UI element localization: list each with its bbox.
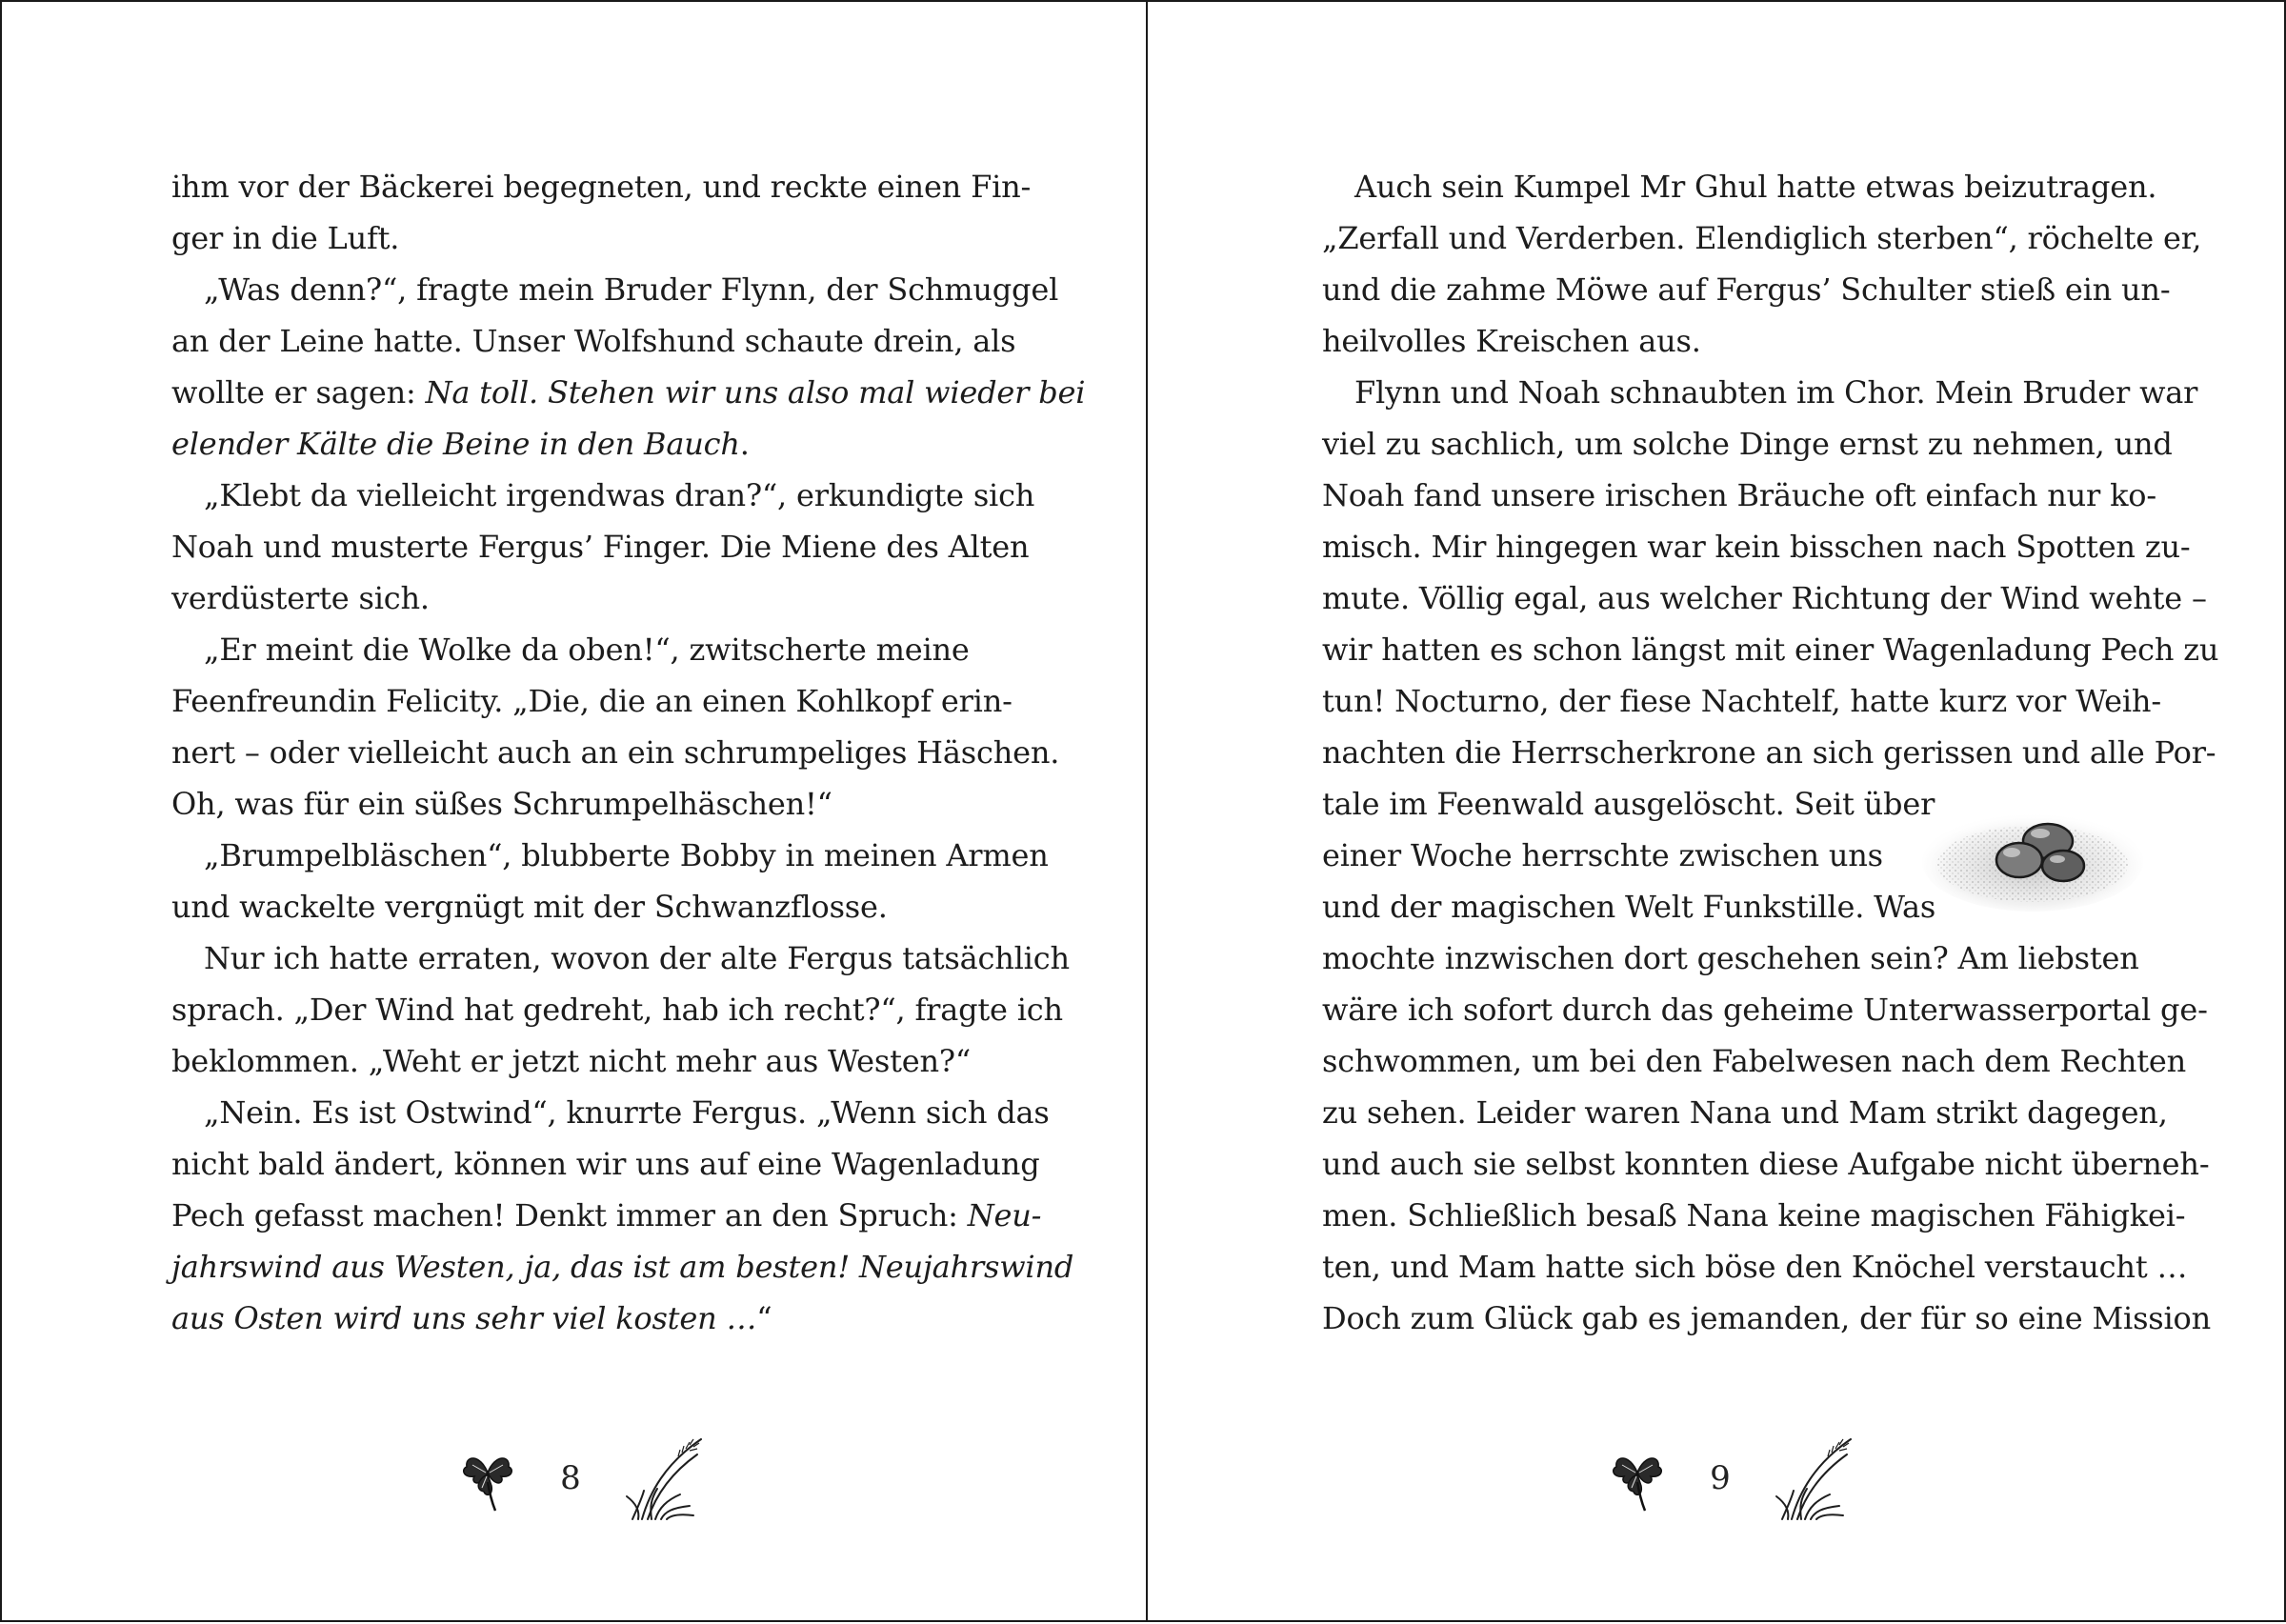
text-run: Auch sein Kumpel Mr Ghul hatte etwas beizutragen. xyxy=(1354,169,2157,205)
text-run: heilvolles Kreischen aus. xyxy=(1322,323,1701,359)
text-line xyxy=(1322,579,2207,617)
text-line xyxy=(1322,271,2171,309)
text-run: men. Schließlich besaß Nana keine magischen Fähigkei- xyxy=(1322,1197,2186,1233)
text-line xyxy=(1322,168,2157,206)
text-line xyxy=(1322,1093,2168,1132)
text-run: nicht bald ändert, können wir uns auf eine Wagenladung xyxy=(171,1146,1040,1182)
text-line xyxy=(1322,425,2173,463)
text-run: und die zahme Möwe auf Fergus’ Schulter stieß ein un- xyxy=(1322,271,2171,308)
text-line xyxy=(1322,939,2139,977)
text-line xyxy=(1322,1196,2186,1234)
text-run: „Klebt da vielleicht irgendwas dran?“, erkundigte sich xyxy=(204,477,1035,513)
text-line xyxy=(171,168,1032,206)
text-line xyxy=(171,991,1063,1029)
text-run: sprach. „Der Wind hat gedreht, hab ich recht?“, fragte ich xyxy=(171,992,1063,1028)
text-line xyxy=(171,1248,1074,1286)
text-line xyxy=(171,476,1035,514)
text-run: Noah und musterte Fergus’ Finger. Die Miene des Alten xyxy=(171,529,1030,565)
text-run: mochte inzwischen dort geschehen sein? Am liebsten xyxy=(1322,940,2139,976)
text-run: nert – oder vielleicht auch an ein schrumpeliges Häschen. xyxy=(171,734,1060,771)
text-line xyxy=(171,939,1070,977)
stones-icon xyxy=(1920,795,2145,919)
text-line xyxy=(171,836,1049,874)
text-line xyxy=(171,1093,1050,1132)
text-run: beklommen. „Weht er jetzt nicht mehr aus Westen?“ xyxy=(171,1043,972,1079)
text-run: „Nein. Es ist Ostwind“, knurrte Fergus. „Wenn sich das xyxy=(204,1094,1050,1131)
text-run: “ xyxy=(756,1300,772,1336)
text-line xyxy=(1322,322,2118,360)
text-line xyxy=(171,1042,972,1080)
italic-run: jahrswind aus Westen, ja, das ist am besten! Neujahrswind xyxy=(171,1249,1074,1285)
text-run: Feenfreundin Felicity. „Die, die an einen Kohlkopf erin- xyxy=(171,683,1013,719)
text-run: viel zu sachlich, um solche Dinge ernst zu nehmen, und xyxy=(1322,426,2173,462)
text-run: Pech gefasst machen! Denkt immer an den Spruch: xyxy=(171,1197,968,1233)
text-line xyxy=(171,1299,968,1337)
text-line xyxy=(171,631,968,669)
clover-icon xyxy=(457,1444,518,1513)
text-run: schwommen, um bei den Fabelwesen nach dem Rechten xyxy=(1322,1043,2187,1079)
text-run: und der magischen Welt Funkstille. Was xyxy=(1322,889,1936,925)
text-run: einer Woche herrschte zwischen uns xyxy=(1322,837,1883,873)
text-line xyxy=(171,682,1013,720)
text-run: Flynn und Noah schnaubten im Chor. Mein Bruder war xyxy=(1354,374,2198,411)
text-run: wollte er sagen: xyxy=(171,374,426,411)
text-line xyxy=(171,528,1030,566)
text-run: misch. Mir hingegen war kein bisschen nach Spotten zu- xyxy=(1322,529,2191,565)
italic-run: Na toll. Stehen wir uns also mal wieder bei xyxy=(425,374,1086,411)
page-footer xyxy=(1607,1440,1858,1516)
page-footer xyxy=(457,1440,709,1516)
italic-run: elender Kälte die Beine in den Bauch xyxy=(171,426,740,462)
text-run: und wackelte vergnügt mit der Schwanzflosse. xyxy=(171,889,888,925)
left-page xyxy=(2,2,1143,1624)
grass-icon xyxy=(623,1435,709,1521)
text-run: ger in die Luft. xyxy=(171,220,400,256)
right-page xyxy=(1148,2,2286,1624)
text-line xyxy=(1322,888,1936,926)
text-run: tale im Feenwald ausgelöscht. Seit über xyxy=(1322,786,1935,822)
text-run: verdüsterte sich. xyxy=(171,580,430,616)
text-line xyxy=(1322,1299,2212,1337)
text-line xyxy=(171,322,1016,360)
text-run: wäre ich sofort durch das geheime Unterwasserportal ge- xyxy=(1322,992,2208,1028)
text-run: ten, und Mam hatte sich böse den Knöchel verstaucht … xyxy=(1322,1249,2188,1285)
page-number: 8 xyxy=(560,1459,581,1497)
text-line xyxy=(1322,1145,2210,1183)
text-run: wir hatten es schon längst mit einer Wagenladung Pech zu xyxy=(1322,632,2219,668)
text-line xyxy=(171,785,968,823)
text-line xyxy=(1322,785,1935,823)
text-line xyxy=(1322,476,2156,514)
text-run: und auch sie selbst konnten diese Aufgabe nicht überneh- xyxy=(1322,1146,2210,1182)
text-run: an der Leine hatte. Unser Wolfshund schaute drein, als xyxy=(171,323,1016,359)
text-line xyxy=(171,1196,1042,1234)
text-run: ihm vor der Bäckerei begegneten, und reckte einen Fin- xyxy=(171,169,1032,205)
text-run: „Er meint die Wolke da oben!“, zwitscherte meine xyxy=(204,632,970,668)
text-run: „Was denn?“, fragte mein Bruder Flynn, der Schmuggel xyxy=(204,271,1059,308)
text-line xyxy=(1322,219,2202,257)
text-run: „Zerfall und Verderben. Elendiglich sterben“, röchelte er, xyxy=(1322,220,2202,256)
text-line xyxy=(171,219,968,257)
text-run: Nur ich hatte erraten, wovon der alte Fergus tatsächlich xyxy=(204,940,1070,976)
text-line xyxy=(1322,528,2191,566)
text-line xyxy=(171,733,1060,772)
text-line xyxy=(171,425,968,463)
text-run: mute. Völlig egal, aus welcher Richtung der Wind wehte – xyxy=(1322,580,2207,616)
italic-run: aus Osten wird uns sehr viel kosten … xyxy=(171,1300,757,1336)
text-run: . xyxy=(739,426,750,462)
text-line xyxy=(1322,631,2219,669)
text-line xyxy=(171,888,968,926)
text-line xyxy=(1322,836,1883,874)
text-run: Noah fand unsere irischen Bräuche oft einfach nur ko- xyxy=(1322,477,2156,513)
text-line xyxy=(1322,991,2208,1029)
text-line xyxy=(171,579,968,617)
text-line xyxy=(171,271,1059,309)
text-run: tun! Nocturno, der fiese Nachtelf, hatte kurz vor Weih- xyxy=(1322,683,2161,719)
text-run: „Brumpelbläschen“, blubberte Bobby in meinen Armen xyxy=(204,837,1049,873)
text-run: nachten die Herrscherkrone an sich gerissen und alle Por- xyxy=(1322,734,2216,771)
text-line xyxy=(1322,1042,2187,1080)
text-run: Doch zum Glück gab es jemanden, der für so eine Mission xyxy=(1322,1300,2212,1336)
text-run: zu sehen. Leider waren Nana und Mam strikt dagegen, xyxy=(1322,1094,2168,1131)
grass-icon xyxy=(1773,1435,1858,1521)
text-line xyxy=(171,1145,1040,1183)
text-line xyxy=(1322,733,2216,772)
clover-icon xyxy=(1607,1444,1668,1513)
text-line xyxy=(1322,373,2198,411)
text-line xyxy=(1322,1248,2188,1286)
text-run: Oh, was für ein süßes Schrumpelhäschen!“ xyxy=(171,786,832,822)
text-line xyxy=(1322,682,2161,720)
text-line xyxy=(171,373,1086,411)
page-number: 9 xyxy=(1710,1459,1731,1497)
italic-run: Neu- xyxy=(967,1197,1042,1233)
